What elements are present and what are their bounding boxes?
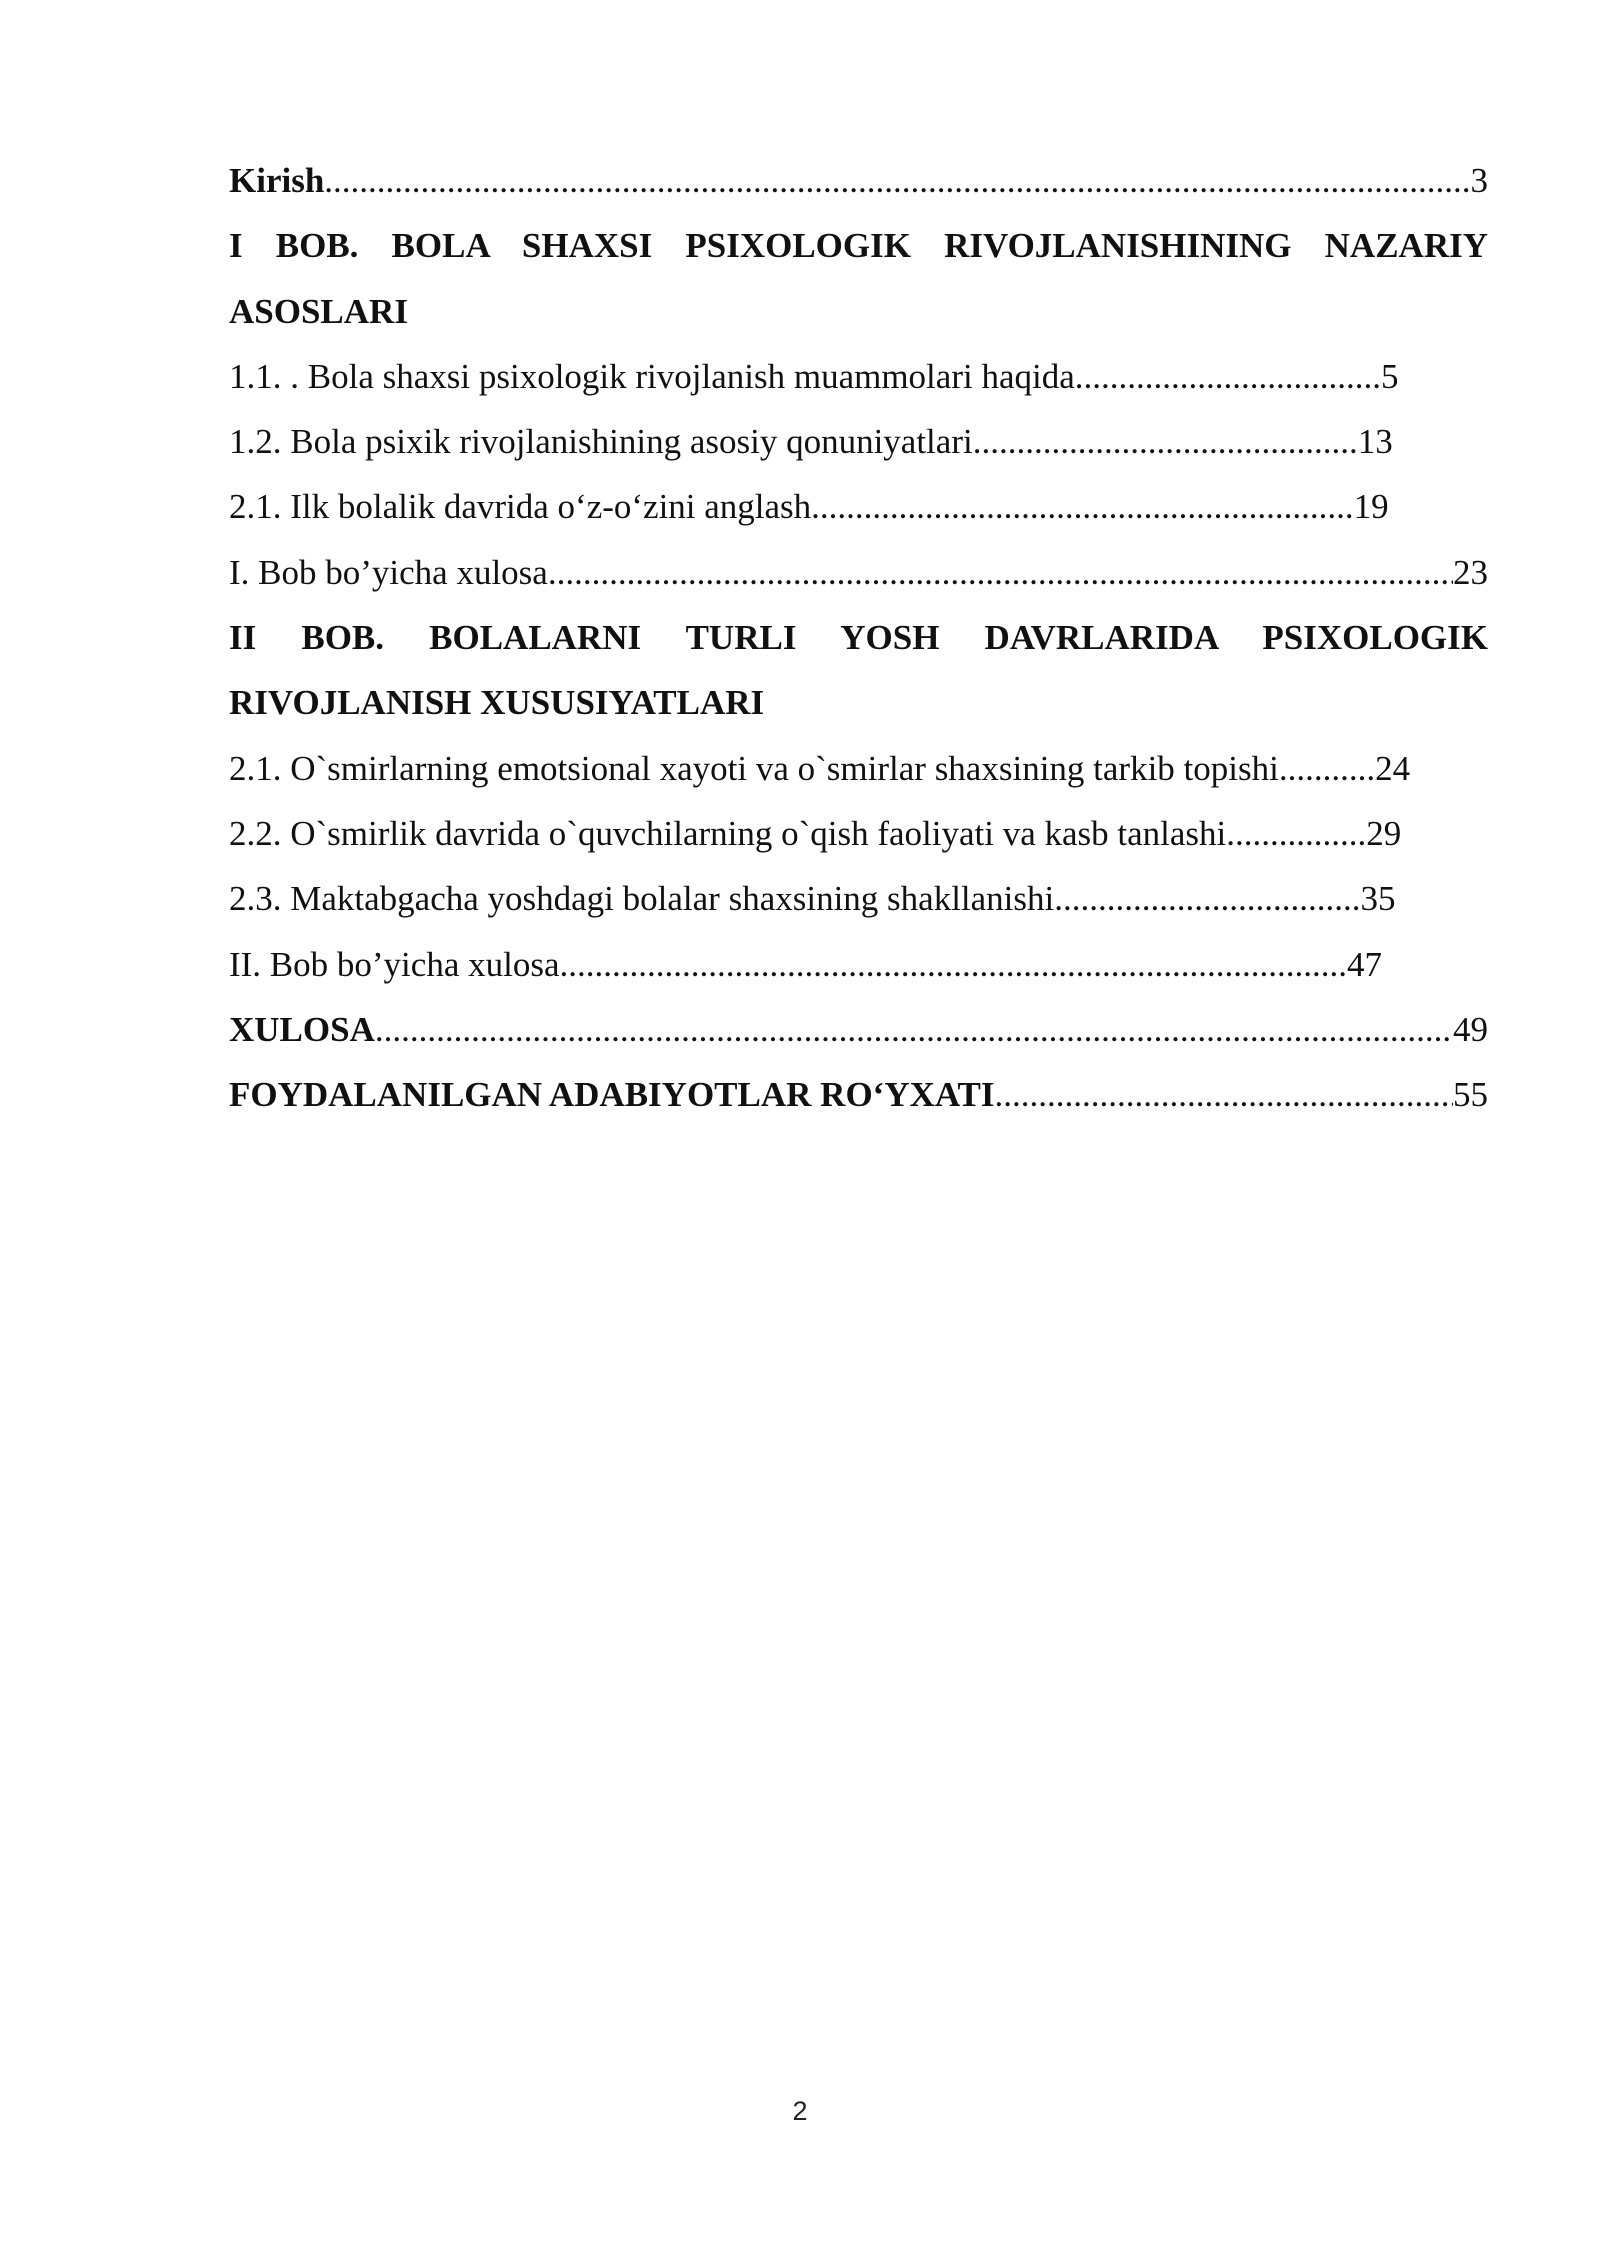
toc-entry-1-1[interactable]: 1.1. . Bola shaxsi psixologik rivojlanish muammolari haqida...................................5 (229, 356, 1399, 396)
dot-leader (375, 997, 1453, 1062)
toc-entry-2-1-ilk-bolalik[interactable]: 2.1. Ilk bolalik davrida o‘z-o‘zini anglash..............................................................19 (229, 487, 1389, 527)
toc-entry-references[interactable] (229, 1062, 1488, 1127)
dot-leader (548, 540, 1453, 605)
toc-chapter-2-heading[interactable]: II BOB. BOLALARNI TURLI YOSH DAVRLARIDA PSIXOLOGIK RIVOJLANISH XUSUSIYATLARI (229, 618, 1488, 723)
toc-entry-1-2[interactable]: 1.2. Bola psixik rivojlanishining asosiy qonuniyatlari............................................13 (229, 422, 1393, 462)
dot-leader (324, 148, 1470, 213)
toc-entry-xulosa[interactable] (229, 997, 1488, 1062)
toc-entry-2-3[interactable]: 2.3. Maktabgacha yoshdagi bolalar shaxsining shakllanishi...................................35 (229, 879, 1396, 919)
dot-leader (995, 1062, 1453, 1127)
toc-chapter-1-heading[interactable]: I BOB. BOLA SHAXSI PSIXOLOGIK RIVOJLANISHINING NAZARIY ASOSLARI (229, 226, 1488, 331)
toc-page-number: 49 (1453, 1009, 1488, 1049)
toc-entry-title: Kirish (229, 161, 325, 200)
page-number: 2 (792, 2096, 808, 2126)
toc-entry-title: FOYDALANILGAN ADABIYOTLAR RO‘YXATI (229, 1075, 995, 1115)
toc-page-number: 55 (1453, 1075, 1488, 1115)
toc-entry-kirish[interactable] (229, 148, 1488, 213)
toc-page-number: 23 (1453, 552, 1488, 592)
toc-page-number: 3 (1470, 161, 1488, 200)
toc-entry-title: I. Bob bo’yicha xulosa (229, 552, 548, 592)
toc-entry-2-2[interactable]: 2.2. O`smirlik davrida o`quvchilarning o`qish faoliyati va kasb tanlashi................29 (229, 813, 1402, 853)
toc-entry-title: XULOSA (229, 1009, 375, 1049)
toc-entry-chapter-1-conclusion[interactable] (229, 540, 1488, 605)
table-of-contents (229, 148, 1488, 1127)
toc-entry-2-1-osmirlar[interactable]: 2.1. O`smirlarning emotsional xayoti va o`smirlar shaxsining tarkib topishi...........24 (229, 748, 1411, 788)
toc-entry-chapter-2-conclusion[interactable]: II. Bob bo’yicha xulosa..........................................................................................47 (229, 944, 1382, 984)
